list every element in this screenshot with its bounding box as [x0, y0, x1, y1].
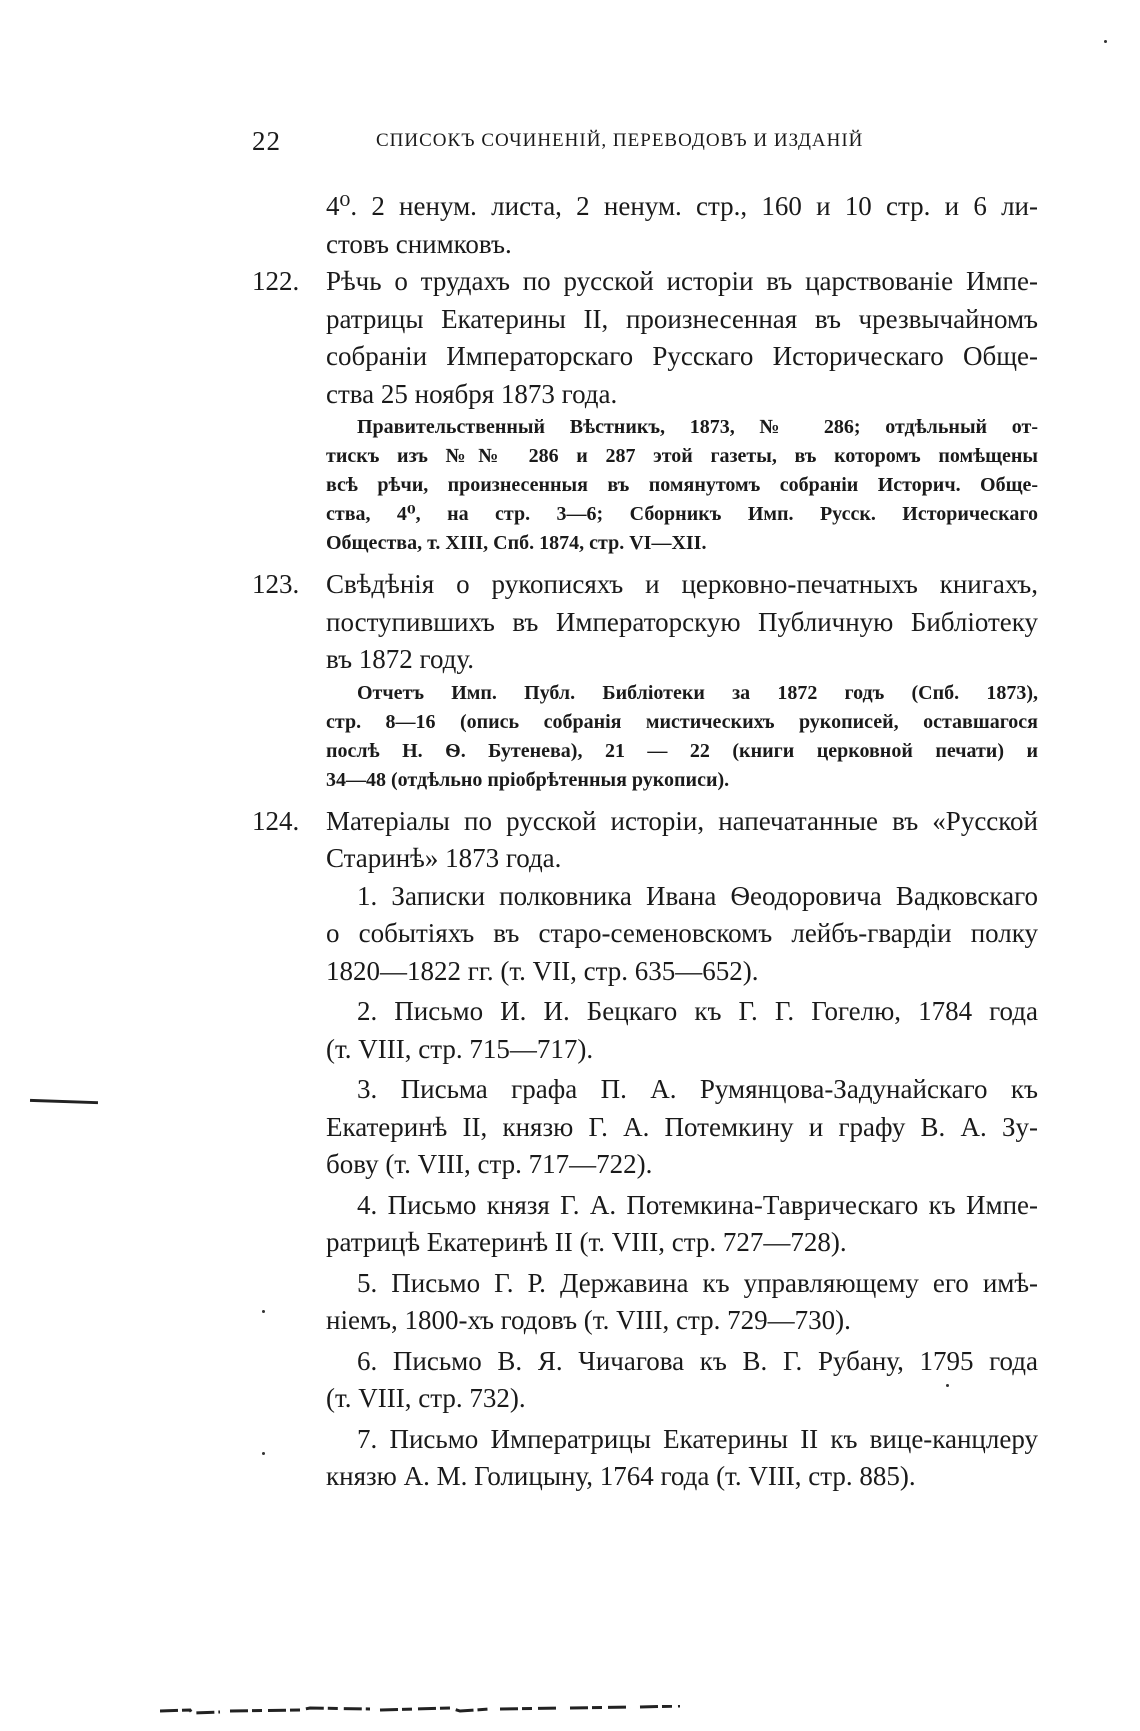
text-line: стовъ снимковъ. [326, 228, 512, 259]
text-line: Матеріалы по русской исторіи, напечатанные въ «Русской [326, 805, 1038, 836]
entry-first-line [252, 803, 1038, 841]
text-line: о событіяхъ въ старо-семеновскомъ лейбъ-гвардіи полку [326, 918, 1038, 948]
list-item [252, 878, 1038, 991]
text-line: Екатеринѣ II, князю Г. А. Потемкину и графу В. А. Зу- [326, 1111, 1038, 1142]
list-item [252, 1071, 1038, 1184]
note-line: послѣ Н. Ѳ. Бутенева), 21 — 22 (книги церковной печати) и [326, 739, 1038, 762]
running-title: СПИСОКЪ СОЧИНЕНІЙ, ПЕРЕВОДОВЪ И ИЗДАНІЙ [376, 130, 864, 151]
print-speck [262, 1310, 265, 1313]
note-line: Отчетъ Имп. Публ. Библіотеки за 1872 годъ (Спб. 1873), [357, 681, 1038, 704]
list-item [252, 993, 1038, 1068]
text-line: ратрицы Екатерины II, произнесенная въ чрезвычайномъ [326, 303, 1038, 334]
note-line: стр. 8—16 (опись собранія мистическихъ рукописей, оставшагося [326, 710, 1038, 733]
text-line: поступившихъ въ Императорскую Публичную Библіотеку [326, 606, 1038, 637]
text-line: ства 25 ноября 1873 года. [326, 378, 618, 409]
text-line: (т. VIII, стр. 732). [326, 1383, 526, 1413]
print-speck [262, 1452, 265, 1455]
text-line: ніемъ, 1800-хъ годовъ (т. VIII, стр. 729—730). [326, 1305, 851, 1335]
entry-123 [252, 566, 1038, 795]
list-item [252, 1187, 1038, 1262]
text-line: 4⁰. 2 ненум. листа, 2 ненум. стр., 160 и 10 стр. и 6 ли- [326, 191, 1038, 221]
list-item [252, 1343, 1038, 1418]
note-line: тискъ изъ №№ 286 и 287 этой газеты, въ которомъ помѣщены [326, 445, 1038, 467]
text-line: 6. Письмо В. Я. Чичагова къ В. Г. Рубану, 1795 года [357, 1345, 1038, 1376]
text-line: (т. VIII, стр. 715—717). [326, 1033, 594, 1064]
text-line: 4. Письмо князя Г. А. Потемкина-Таврическаго къ Импе- [357, 1189, 1038, 1220]
text-line: 1. Записки полковника Ивана Ѳеодоровича Вадковскаго [357, 880, 1038, 911]
list-item [252, 1265, 1038, 1340]
entry-122 [252, 263, 1038, 558]
entry-124 [252, 803, 1038, 1496]
note-line: 34—48 (отдѣльно пріобрѣтенныя рукописи). [326, 768, 730, 791]
page-body [252, 188, 1038, 1496]
print-speck [1104, 40, 1107, 43]
entry-continuation [252, 188, 1038, 263]
entry-number: 123. [252, 569, 300, 599]
list-item [252, 1421, 1038, 1496]
margin-dash-mark [30, 1099, 98, 1104]
text-line: князю А. М. Голицыну, 1764 года (т. VIII, стр. 885). [326, 1461, 916, 1491]
text-line: 2. Письмо И. И. Бецкаго къ Г. Г. Гогелю, 1784 года [357, 996, 1038, 1026]
note-line: Общества, т. XIII, Спб. 1874, стр. VI—XII. [326, 532, 707, 554]
spacer [252, 795, 1038, 803]
text-line: 7. Письмо Императрицы Екатерины II къ вице-канцлеру [357, 1423, 1038, 1454]
note-line: всѣ рѣчи, произнесенныя въ помянутомъ собраніи Историч. Обще- [326, 474, 1038, 496]
page-number: 22 [252, 126, 281, 156]
page-edge-artifact [160, 1705, 680, 1715]
note-line: ства, 4⁰, на стр. 3—6; Сборникъ Имп. Русск. Историческаго [326, 503, 1038, 525]
text-line: Рѣчь о трудахъ по русской исторіи въ царствованіе Импе- [326, 266, 1038, 296]
print-speck [946, 1384, 949, 1387]
entry-first-line [252, 566, 1038, 604]
text-line: 5. Письмо Г. Р. Державина къ управляющему его имѣ- [357, 1267, 1038, 1298]
text-line: 3. Письма графа П. А. Румянцова-Задунайскаго къ [357, 1074, 1038, 1104]
text-line: Старинѣ» 1873 года. [326, 843, 562, 873]
text-line: въ 1872 году. [326, 644, 474, 674]
page-header [252, 126, 892, 162]
text-line: бову (т. VIII, стр. 717—722). [326, 1149, 653, 1179]
entry-number: 122. [252, 266, 300, 296]
spacer [252, 558, 1038, 566]
entry-first-line [252, 263, 1038, 301]
text-line: ратрицѣ Екатеринѣ II (т. VIII, стр. 727—728). [326, 1227, 847, 1257]
text-line: собраніи Императорскаго Русскаго Историческаго Обще- [326, 341, 1038, 371]
note-line: Правительственный Вѣстникъ, 1873, № 286; отдѣльный от- [357, 416, 1038, 438]
entry-number: 124. [252, 805, 300, 836]
text-line: Свѣдѣнія о рукописяхъ и церковно-печатныхъ книгахъ, [326, 569, 1038, 599]
text-line: 1820—1822 гг. (т. VII, стр. 635—652). [326, 955, 759, 986]
